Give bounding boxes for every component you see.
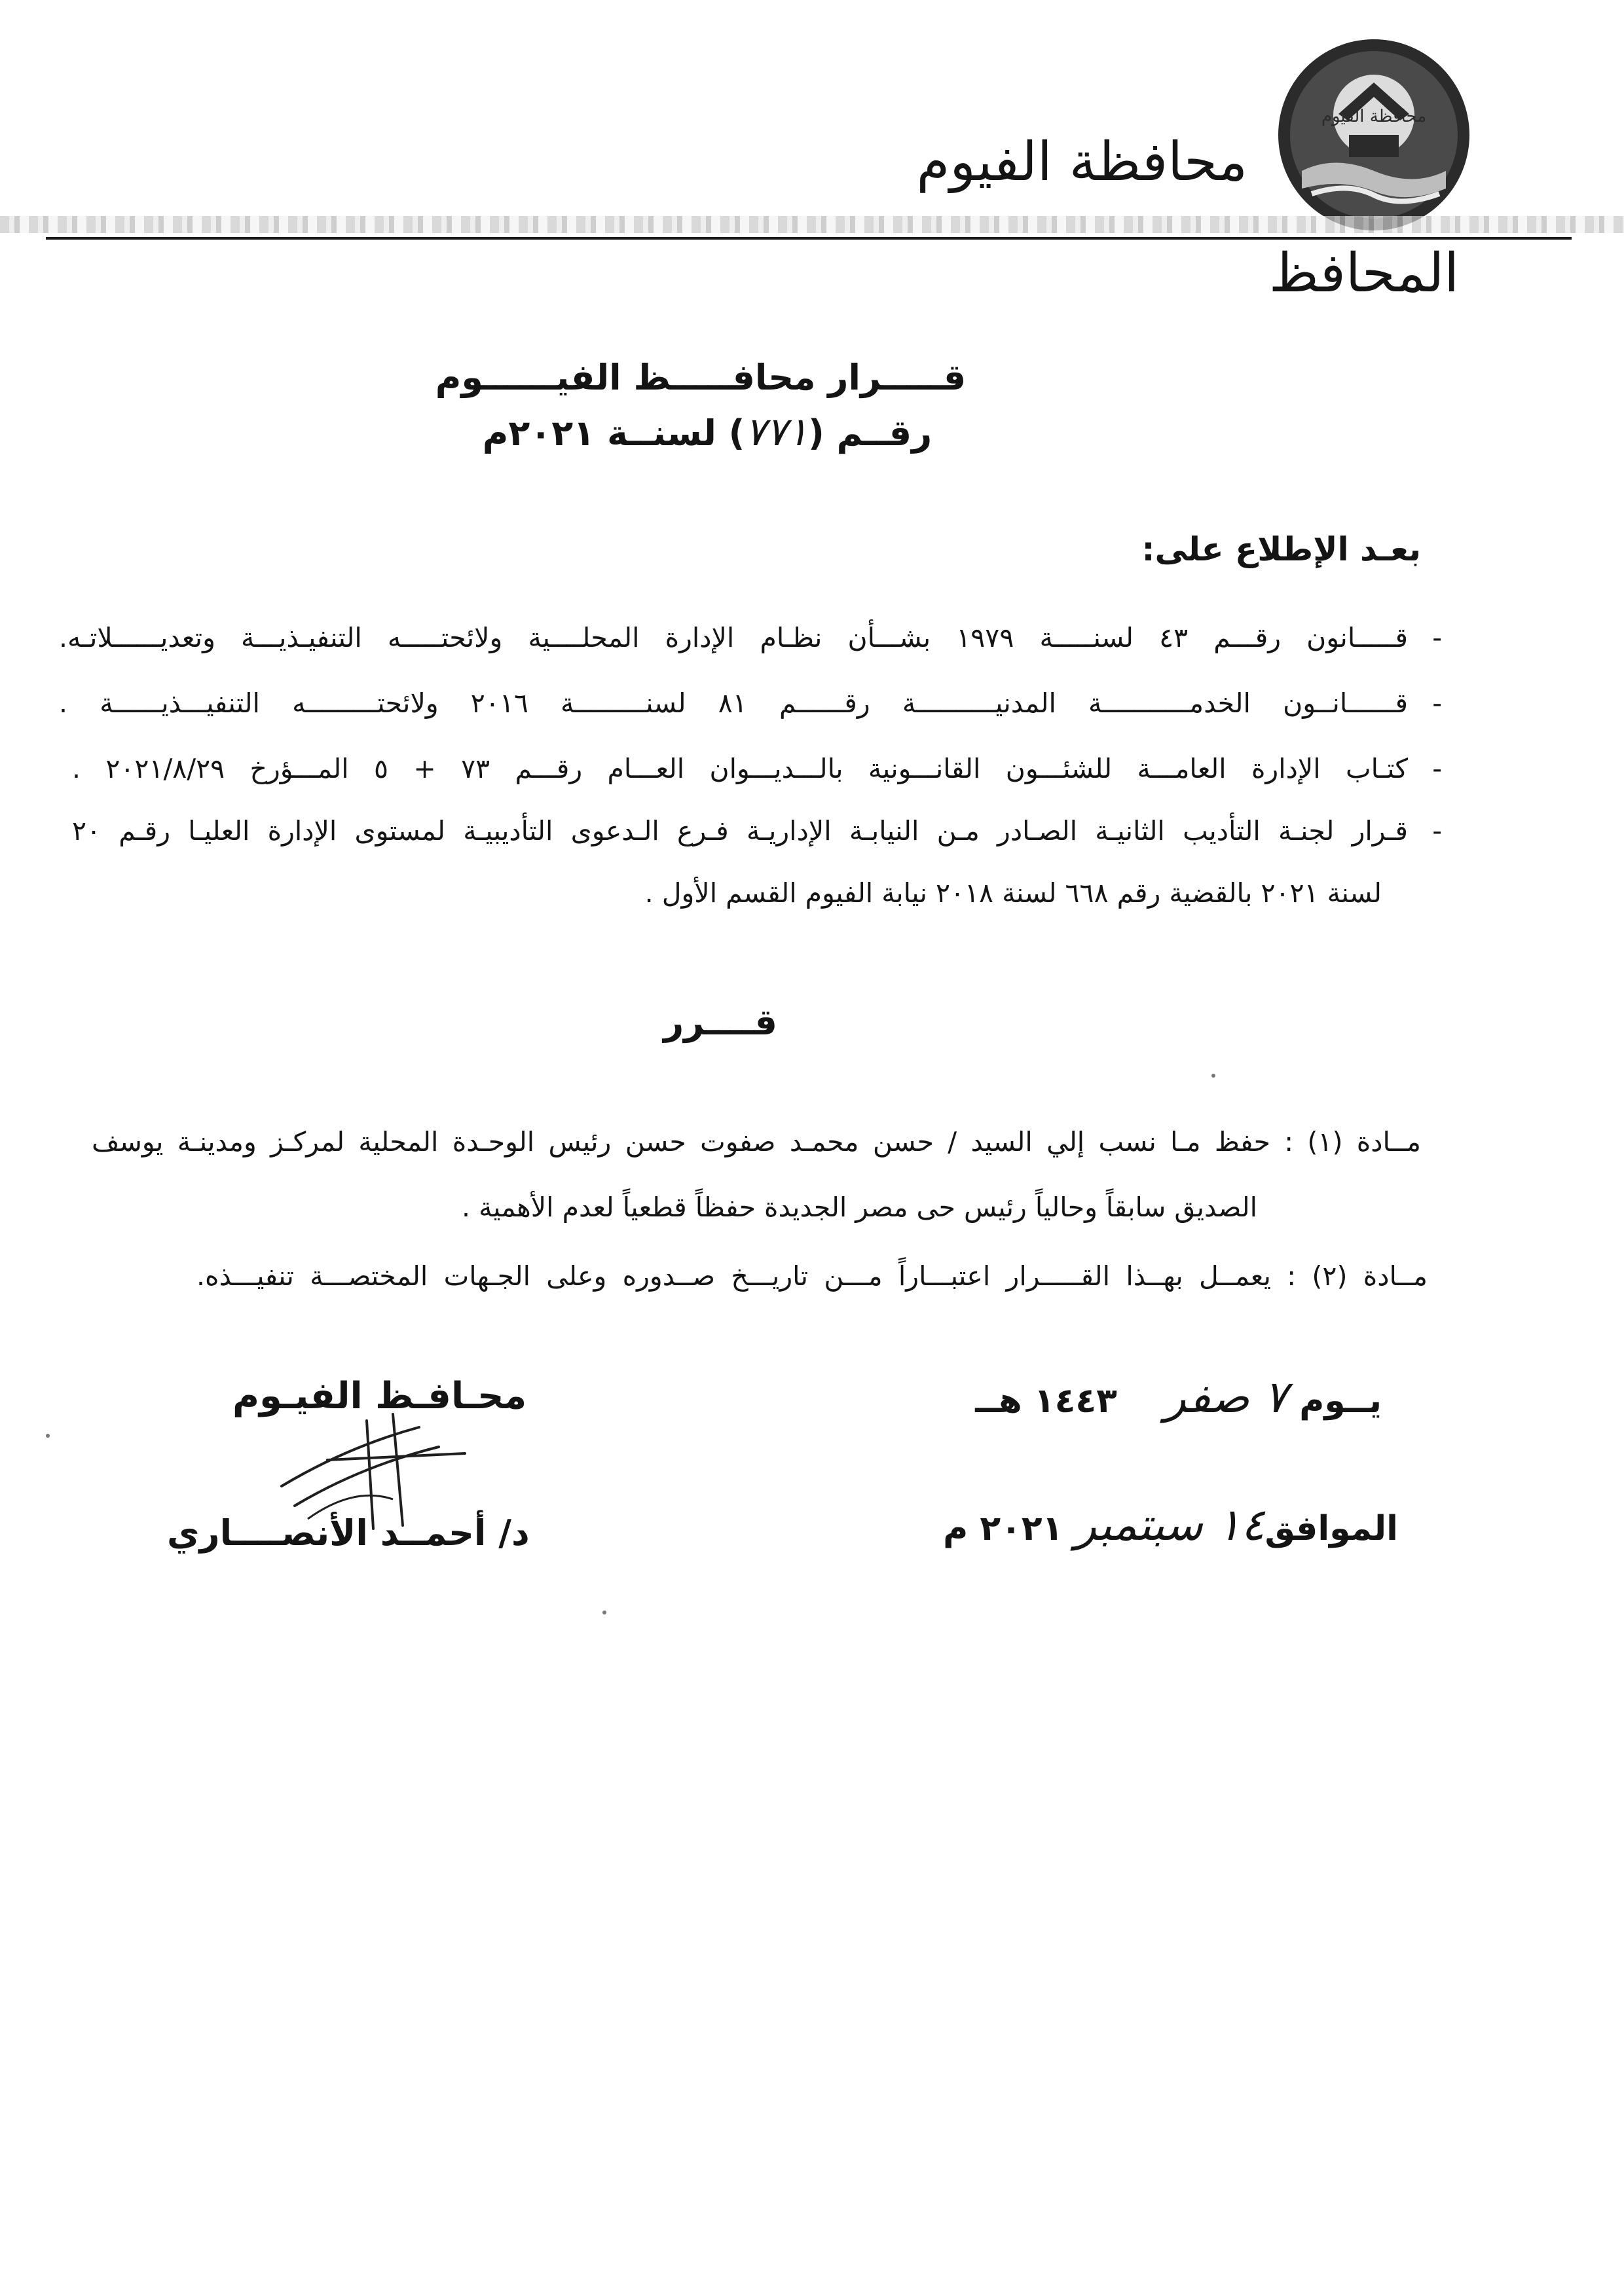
reference-item: - قــــــانــون الخدمـــــــــــة المدنيــــــــــة رقــــــم ٨١ لسنـــــــــة ٢٠١٦ ولائحتـــــــــه التنفيـــذيــــــة . bbox=[59, 687, 1442, 719]
article-1-continuation: الصديق سابقاً وحالياً رئيس حى مصر الجديدة حفظاً قطعياً لعدم الأهمية . bbox=[462, 1192, 1257, 1223]
reference-item: - قـرار لجنـة التأديب الثانيـة الصـادر مـن النيابـة الإداريـة فـرع الـدعوى التأديبيـة لمستوى الإدارة العليـا رقـم ٢٠ bbox=[72, 815, 1442, 847]
reference-text: قـرار لجنـة التأديب الثانيـة الصـادر مـن النيابـة الإداريـة فـرع الـدعوى التأديبيـة لمستوى الإدارة العليـا رقـم ٢٠ bbox=[72, 815, 1408, 847]
governorate-seal-icon bbox=[1276, 37, 1472, 233]
decision-title: قـــــرار محافـــــظ الفيــــــوم bbox=[435, 357, 967, 398]
article-2: مــادة (٢) : يعمــل بهــذا القـــــرار اعتبـــاراً مـــن تاريـــخ صــدوره وعلى الجـهات المختصـــة تنفيـــذه. bbox=[196, 1260, 1428, 1292]
governorate-logo bbox=[1276, 37, 1472, 233]
hijri-date bbox=[975, 1372, 1382, 1423]
decision-number bbox=[0, 409, 1519, 455]
scan-artifact-strip bbox=[0, 216, 1624, 233]
signatory-name: د/ أحمــد الأنصــــاري bbox=[167, 1512, 530, 1554]
hijri-date-handwritten: ٧ صفر bbox=[1164, 1372, 1288, 1423]
reference-continuation: لسنة ٢٠٢١ بالقضية رقم ٦٦٨ لسنة ٢٠١٨ نيابة الفيوم القسم الأول . bbox=[644, 877, 1382, 909]
gregorian-date bbox=[943, 1499, 1398, 1551]
reference-item: - كتـاب الإدارة العامـــة للشئـــون القانـــونية بالـــديـــوان العـــام رقـــم ٧٣ + ٥ المـــؤرخ ٢٠٢١/٨/٢٩ . bbox=[72, 753, 1442, 784]
logo-text: محافظة الفيوم bbox=[1321, 107, 1427, 126]
scan-speck bbox=[46, 1434, 50, 1438]
reference-item: - قـــــانون رقـــم ٤٣ لسنـــــة ١٩٧٩ بشـــأن نظـام الإدارة المحلــــية ولائحتـــــه التنفيـذيـــة وتعديــــــلاتـه. bbox=[59, 622, 1442, 653]
office-title: المحافظ bbox=[1268, 242, 1459, 304]
article-1: مــادة (١) : حفظ مـا نسب إلي السيد / حسن محمـد صفوت حسن رئيس الوحـدة المحلية لمركـز ومدينـة يوسف bbox=[92, 1126, 1422, 1157]
decree-heading: قــــرر bbox=[663, 1002, 777, 1043]
scan-speck bbox=[1211, 1074, 1215, 1078]
hijri-year: ١٤٤٣ هــ bbox=[975, 1381, 1117, 1421]
governorate-name: محافظة الفيوم bbox=[916, 131, 1247, 193]
reference-text: قـــــانون رقـــم ٤٣ لسنـــــة ١٩٧٩ بشـــأن نظـام الإدارة المحلــــية ولائحتـــــه التنفيـذيـــة وتعديــــــلاتـه. bbox=[59, 622, 1408, 653]
gregorian-year: ٢٠٢١ م bbox=[943, 1509, 1063, 1548]
gregorian-date-prefix: الموافق bbox=[1264, 1509, 1398, 1548]
decision-number-prefix: رقــم ( bbox=[808, 412, 932, 454]
decision-number-suffix: ) لسنــة ٢٠٢١م bbox=[482, 412, 745, 454]
gregorian-date-handwritten: ١٤ سبتمبر bbox=[1075, 1499, 1265, 1551]
signatory-title: محـافـظ الفيـوم bbox=[232, 1375, 527, 1417]
scan-speck bbox=[602, 1611, 606, 1614]
preamble-heading: بعـد الإطلاع على: bbox=[1141, 530, 1421, 568]
header-divider bbox=[46, 237, 1572, 240]
hijri-date-prefix: يــوم bbox=[1299, 1381, 1382, 1421]
reference-text: كتـاب الإدارة العامـــة للشئـــون القانـــونية بالـــديـــوان العـــام رقـــم ٧٣ + ٥ المـــؤرخ ٢٠٢١/٨/٢٩ . bbox=[72, 753, 1408, 784]
reference-text: قــــــانــون الخدمـــــــــــة المدنيــــــــــة رقــــــم ٨١ لسنـــــــــة ٢٠١٦ ولائحتـــــــــه التنفيـــذيــــــة . bbox=[59, 687, 1408, 719]
decision-number-handwritten: ٧٧١ bbox=[745, 409, 809, 455]
